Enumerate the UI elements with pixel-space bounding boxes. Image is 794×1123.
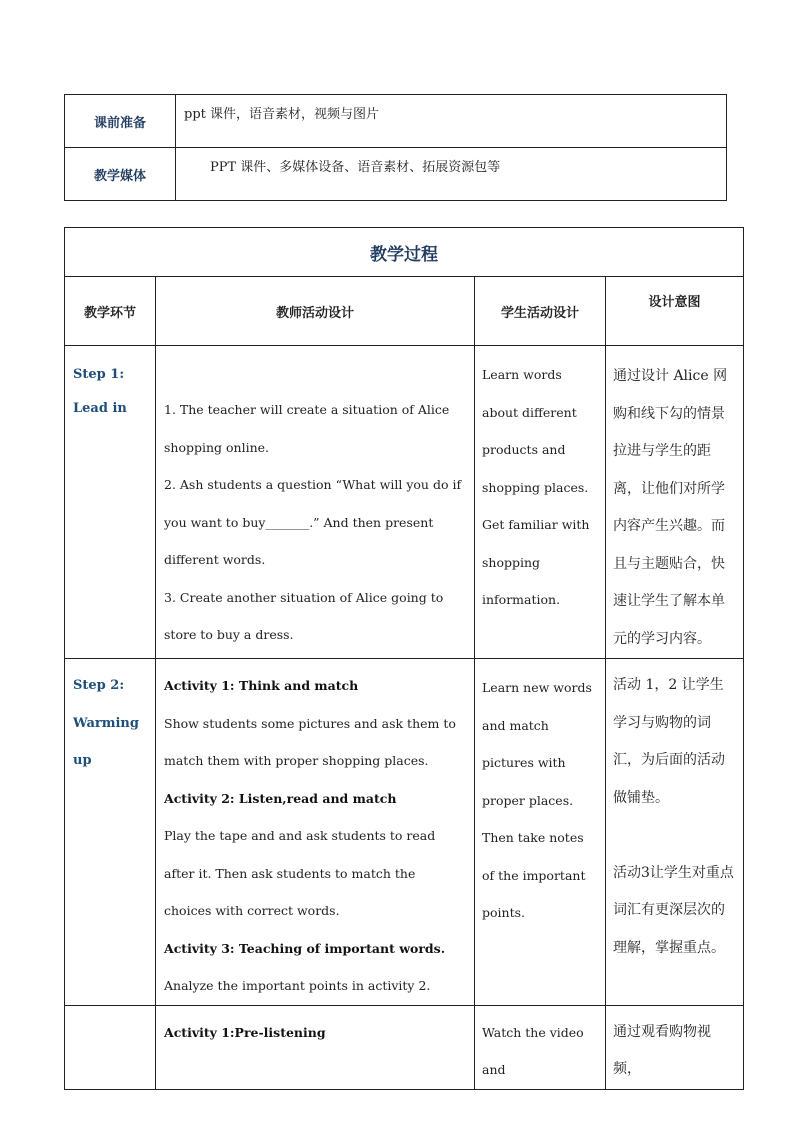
step3-student [475,1005,606,1089]
step3-stage [65,1005,156,1089]
step1-student [475,346,606,659]
preparation-table [64,94,727,201]
step2-stage [65,659,156,1006]
prep-value-media: PPT 课件、多媒体设备、语音素材、拓展资源包等 [176,148,727,201]
teaching-process-table [64,227,744,1090]
step2-activity1-text: Show students some pictures and ask them to match them with proper shopping places. [164,715,456,768]
step1-stage [65,346,156,659]
step1-teacher-item: 2. Ash students a question “What will you do if you want to buy_______.” And then present different words. [164,477,462,567]
step2-intent-text2: 活动3让学生对重点词汇有更深层次的理解，掌握重点。 [613,864,734,956]
step1-intent [606,346,744,659]
prep-row-media [65,148,727,201]
step1-intent-text: 通过设计 Alice 网购和线下勾的情景拉进与学生的距离，让他们对所学内容产生兴趣。而且与主题贴合，快速让学生了解本单元的学习内容。 [613,368,728,647]
step3-intent [606,1005,744,1089]
step2-student [475,659,606,1006]
step3-teacher [156,1005,475,1089]
step2-activity2-title: Activity 2: Listen,read and match [164,790,397,806]
step3-row [65,1005,744,1089]
step1-teacher [156,346,475,659]
prep-row-materials [65,95,727,148]
step3-student-text: Watch the video and [482,1024,584,1077]
step1-teacher-item: 1. The teacher will create a situation of Alice shopping online. [164,402,450,455]
step3-activity1-title: Activity 1:Pre-listening [164,1024,326,1040]
step2-activity3-title: Activity 3: Teaching of important words. [164,940,446,956]
step2-label: Step 2: [73,678,125,693]
header-student: 学生活动设计 [475,277,606,346]
header-intent: 设计意图 [606,277,744,346]
header-stage: 教学环节 [65,277,156,346]
prep-label-materials: 课前准备 [65,95,176,148]
prep-label-media: 教学媒体 [65,148,176,201]
step2-activity3-text: Analyze the important points in activity 2. [164,978,431,993]
process-title: 教学过程 [65,228,744,277]
step1-row [65,346,744,659]
step2-name-cont: up [73,753,92,768]
step2-row [65,659,744,1006]
step1-label: Step 1: [73,367,125,382]
step2-activity2-text: Play the tape and and ask students to read after it. Then ask students to match the choices with correct words. [164,828,436,918]
step2-intent-text1: 活动 1，2 让学生学习与购物的词汇，为后面的活动做铺垫。 [613,677,725,806]
step1-student-text: Learn words about different products and shopping places. Get familiar with shopping information. [482,367,590,607]
step2-activity1-title: Activity 1: Think and match [164,678,359,693]
prep-value-materials: ppt 课件，语音素材，视频与图片 [176,95,727,148]
step2-teacher [156,659,475,1006]
step1-teacher-item: 3. Create another situation of Alice going to store to buy a dress. [164,589,444,642]
header-teacher: 教师活动设计 [156,277,475,346]
step3-intent-text: 通过观看购物视频， [613,1023,711,1077]
header-row [65,277,744,346]
step2-intent [606,659,744,1006]
step2-name: Warming [73,715,139,731]
step1-name: Lead in [73,401,127,416]
step2-student-text: Learn new words and match pictures with proper places. Then take notes of the important points. [482,680,592,920]
